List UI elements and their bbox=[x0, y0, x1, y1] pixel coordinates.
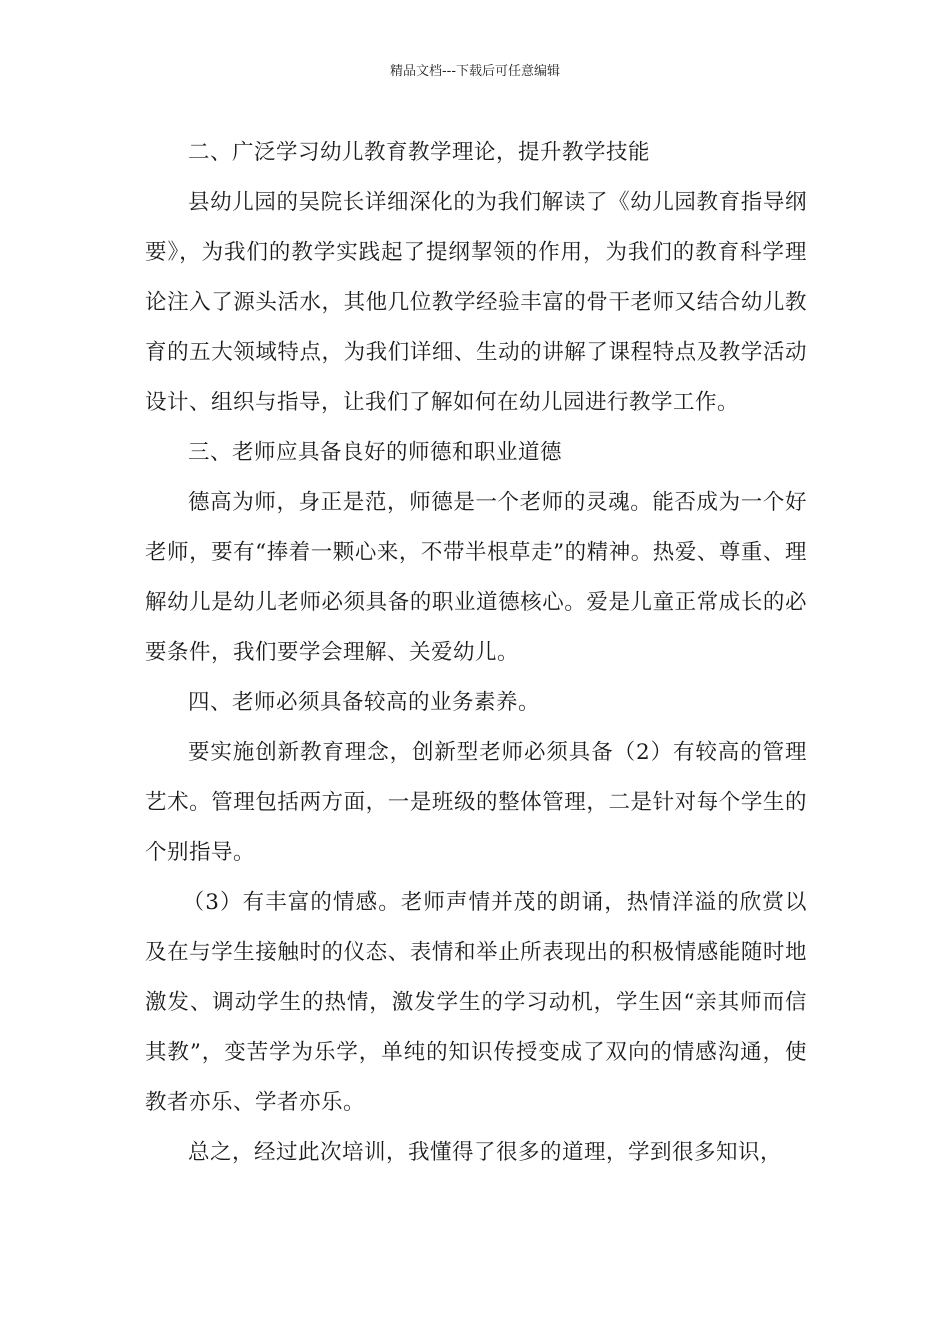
document-body bbox=[145, 128, 807, 1178]
paragraph: 县幼儿园的吴院长详细深化的为我们解读了《幼儿园教育指导纲要》，为我们的教学实践起了提纲挈领的作用，为我们的教育科学理论注入了源头活水，其他几位教学经验丰富的骨干老师又结合幼儿教育的五大领域特点，为我们详细、生动的讲解了课程特点及教学活动设计、组织与指导，让我们了解如何在幼儿园进行教学工作。 bbox=[145, 190, 807, 415]
section-heading-2: 二、广泛学习幼儿教育教学理论，提升教学技能 bbox=[188, 140, 651, 165]
section-heading-3: 三、老师应具备良好的师德和职业道德 bbox=[188, 440, 563, 465]
section-heading-4: 四、老师必须具备较高的业务素养。 bbox=[188, 690, 541, 715]
paragraph: 要实施创新教育理念，创新型老师必须具备（2）有较高的管理艺术。管理包括两方面，一是班级的整体管理，二是针对每个学生的个别指导。 bbox=[145, 740, 807, 865]
paragraph: （3）有丰富的情感。老师声情并茂的朗诵，热情洋溢的欣赏以及在与学生接触时的仪态、表情和举止所表现出的积极情感能随时地激发、调动学生的热情，激发学生的学习动机，学生因“亲其师而信其教”，变苦学为乐学，单纯的知识传授变成了双向的情感沟通，使教者亦乐、学者亦乐。 bbox=[145, 890, 807, 1115]
paragraph: 总之，经过此次培训，我懂得了很多的道理，学到很多知识， bbox=[188, 1140, 783, 1165]
page-header: 精品文档---下载后可任意编辑 bbox=[389, 64, 561, 79]
paragraph: 德高为师，身正是范，师德是一个老师的灵魂。能否成为一个好老师，要有“捧着一颗心来，不带半根草走”的精神。热爱、尊重、理解幼儿是幼儿老师必须具备的职业道德核心。爱是儿童正常成长的必要条件，我们要学会理解、关爱幼儿。 bbox=[145, 490, 807, 665]
